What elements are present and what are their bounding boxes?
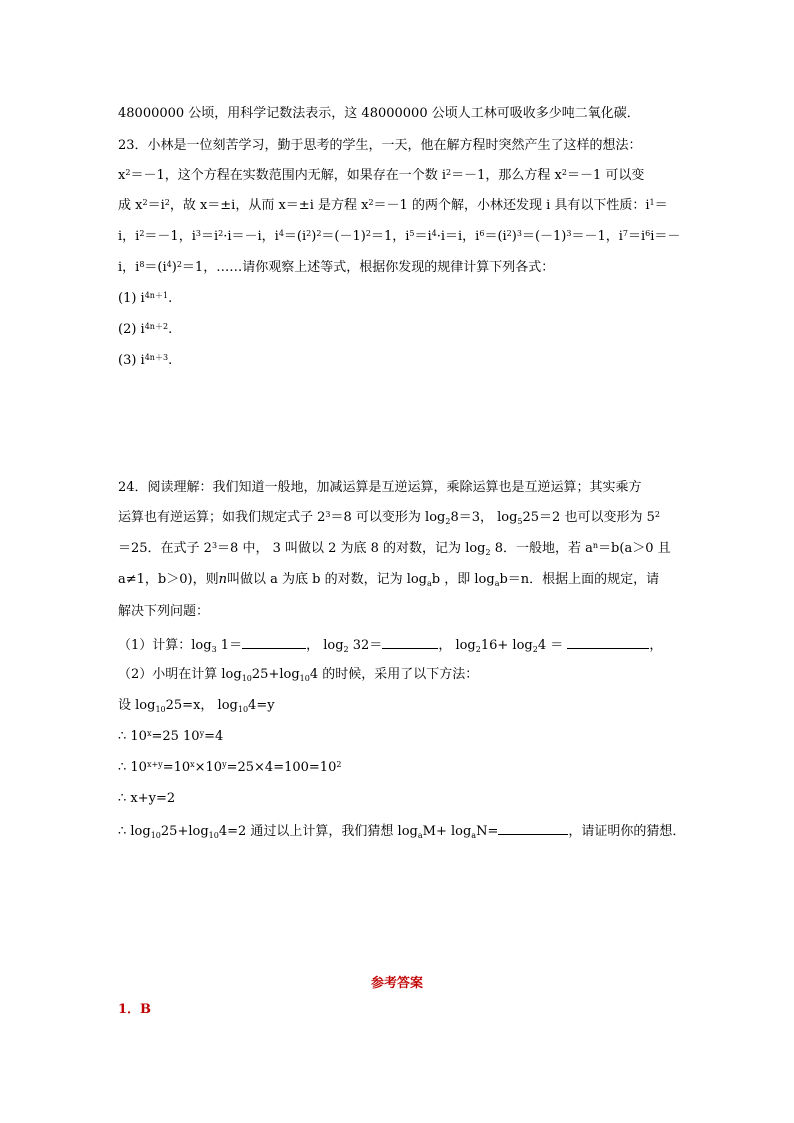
q23-line-3: 成 $x^2=i^2$，故 x＝±i，从而 x＝±i 是方程 $x^2=-1$ 的两个解，小林还发现 i 具有以下性质：$i^1=$ bbox=[118, 198, 668, 213]
q24-line-4: a≠1，b＞0)，则n叫做以 a 为底 b 的对数，记为 $\log_ab$ ，即 $\log_ab=n$．根据上面的规定，请 bbox=[118, 572, 660, 588]
q24-line-5: 解决下列问题： bbox=[118, 604, 210, 619]
q23-line-2: $x^2=-1$，这个方程在实数范围内无解，如果存在一个数 $i^2=-1$，那么方程 $x^2=-1$ 可以变 bbox=[118, 168, 645, 183]
q24-line-1: 24．阅读理解：我们知道一般地，加减运算是互逆运算，乘除运算也是互逆运算；其实乘方 bbox=[118, 480, 642, 495]
q24-assume-line: 设 $\log_{10}25=x$， $\log_{10}4=y$ bbox=[118, 698, 275, 714]
q24-step-1: ∴ $10^x=25$ $10^y=4$ bbox=[118, 729, 224, 744]
q23-line-4: i，$i^2=-1$，$i^3=i^2\cdot i=-i$，$i^4=(i^2)^2=(-1)^2=1$，$i^5=i^4\cdot i=i$，$i^6=(i^2)^3=(-1)^3=-1$，$i^7=i^6i=-$ bbox=[118, 229, 681, 244]
q23-line-1: 23．小林是一位刻苦学习，勤于思考的学生，一天，他在解方程时突然产生了这样的想法： bbox=[118, 138, 642, 153]
q24-line-2: 运算也有逆运算；如我们规定式子 $2^3=8$ 可以变形为 $\log_28=3$， $\log_525=2$ 也可以变形为 $5^2$ bbox=[118, 510, 660, 526]
answer-1: 1．B bbox=[118, 1002, 152, 1017]
q24-step-3: ∴ x+y=2 bbox=[118, 791, 176, 806]
answer-blank-3[interactable] bbox=[567, 636, 649, 649]
answer-blank-4[interactable] bbox=[498, 822, 568, 835]
answer-blank-2[interactable] bbox=[382, 636, 438, 649]
q24-step-2: ∴ $10^{x+y}=10^x\times 10^y=25\times 4=100=10^2$ bbox=[118, 760, 342, 775]
q23-part-2: (2) $i^{4n+2}$. bbox=[118, 322, 173, 337]
q23-part-1: (1) $i^{4n+1}$. bbox=[118, 291, 173, 306]
q24-conclusion-line: ∴ $\log_{10}25+\log_{10}4=2$ 通过以上计算，我们猜想 $\log_aM+ \log_aN=$ ，请证明你的猜想． bbox=[118, 824, 686, 840]
q24-part-2-line: （2）小明在计算 $\log_{10}25+\log_{10}4$ 的时候，采用了以下方法： bbox=[118, 667, 479, 683]
intro-line: 48000000 公顷，用科学记数法表示，这 48000000 公顷人工林可吸收多少吨二氧化碳． bbox=[118, 106, 640, 121]
q24-calc-line: （1）计算：$\log_3 1=$ ， $\log_2 32=$ ， $\log_216+ \log_24$ ＝ ， bbox=[118, 638, 663, 654]
q24-line-3: ＝25．在式子 $2^3=8$ 中， 3 叫做以 2 为底 8 的对数，记为 $\log_2 8$．一般地，若 $a^n=b(a>0$ 且 bbox=[118, 541, 671, 557]
answers-heading: 参考答案 bbox=[370, 976, 423, 991]
q23-line-5: i，$i^8=(i^4)^2=1$，……请你观察上述等式，根据你发现的规律计算下列各式： bbox=[118, 260, 555, 275]
q23-part-3: (3) $i^{4n+3}$. bbox=[118, 353, 173, 368]
answer-blank-1[interactable] bbox=[242, 636, 306, 649]
